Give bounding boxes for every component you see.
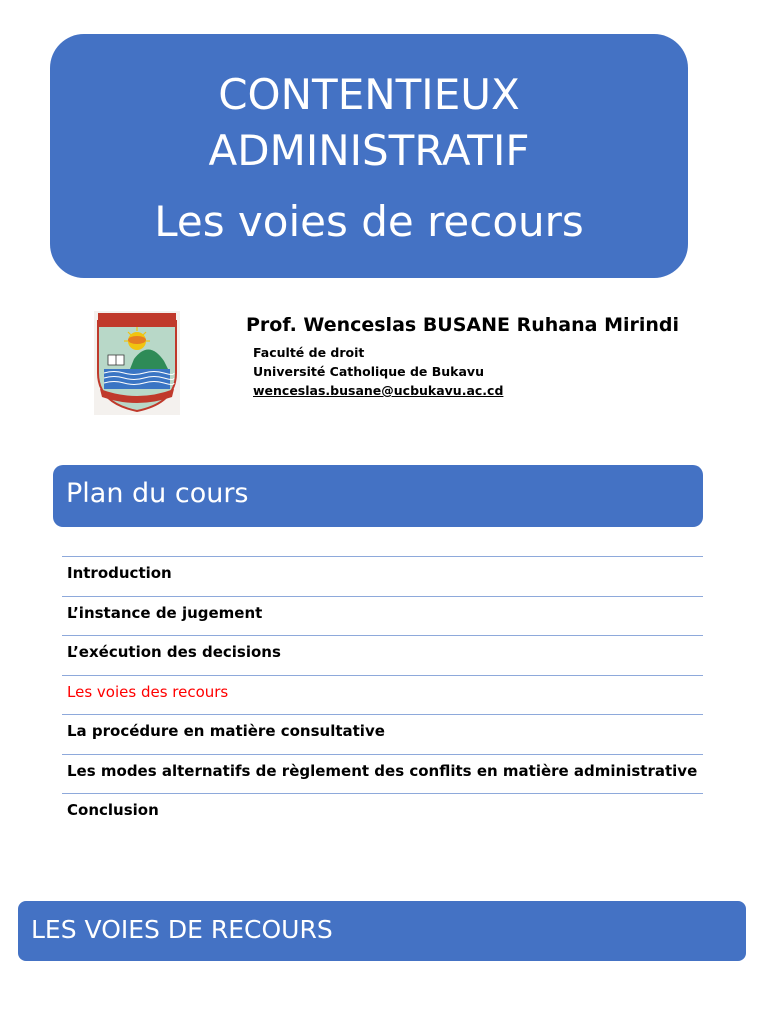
author-faculty: Faculté de droit	[253, 345, 365, 360]
title-banner	[50, 34, 688, 278]
outline-item-label: Les modes alternatifs de règlement des conflits en matière administrative	[67, 761, 698, 780]
university-logo	[94, 311, 180, 415]
outline-item[interactable]	[62, 635, 703, 675]
plan-heading: Plan du cours	[66, 478, 249, 509]
section-heading-banner	[18, 901, 746, 961]
section-heading: LES VOIES DE RECOURS	[31, 915, 333, 944]
title-line-2: ADMINISTRATIF	[208, 126, 530, 175]
outline-item[interactable]	[62, 754, 703, 794]
plan-heading-banner	[53, 465, 703, 527]
title-line-1: CONTENTIEUX	[218, 70, 520, 119]
outline-item[interactable]	[62, 793, 703, 833]
author-university: Université Catholique de Bukavu	[253, 364, 484, 379]
outline-item-label: L’exécution des decisions	[67, 643, 281, 661]
outline-item-label: Les voies des recours	[67, 682, 229, 701]
outline-item[interactable]	[62, 596, 703, 636]
outline-item-label: Conclusion	[67, 801, 159, 819]
outline-item-label: L’instance de jugement	[67, 603, 263, 622]
outline-item-label: La procédure en matière consultative	[67, 722, 385, 740]
author-email-link[interactable]: wenceslas.busane@ucbukavu.ac.cd	[253, 383, 504, 398]
title-subtitle: Les voies de recours	[154, 197, 584, 246]
outline-item-label: Introduction	[67, 564, 172, 582]
author-name: Prof. Wenceslas BUSANE Ruhana Mirindi	[246, 314, 680, 336]
outline-item[interactable]	[62, 556, 703, 596]
outline-item[interactable]	[62, 714, 703, 754]
outline-item-current[interactable]	[62, 675, 703, 715]
course-outline-list	[62, 556, 703, 833]
